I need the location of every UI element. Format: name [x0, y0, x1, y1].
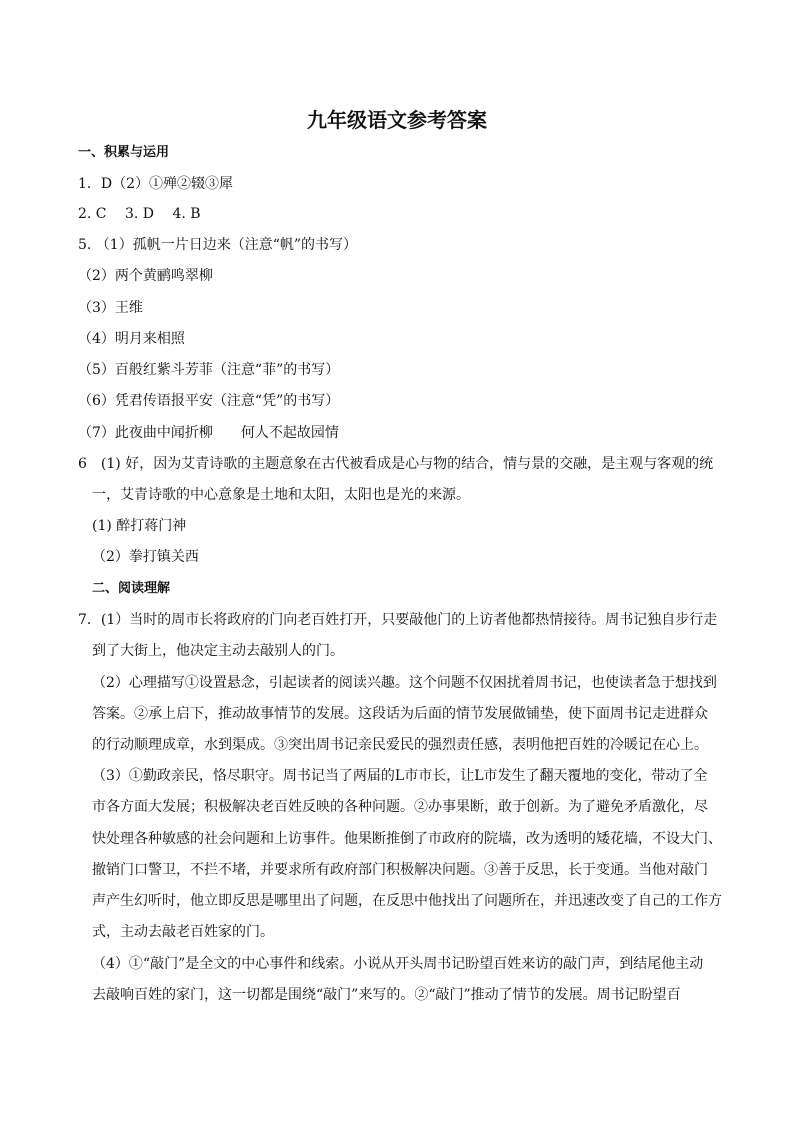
answer-q5-line6: （6）凭君传语报平安（注意“凭”的书写）: [78, 393, 340, 409]
answer-q5-line4: （4）明月来相照: [78, 331, 185, 347]
answer-q7-line8: 快处理各种敏感的社会问题和上访事件。他果断推倒了市政府的院墙，改为透明的矮花墙，不设大门、: [92, 831, 722, 847]
answer-q2-4: 2. C 3. D 4. B: [78, 206, 201, 222]
answer-q7-line2: 到了大街上，他决定主动去敲别人的门。: [92, 643, 344, 659]
section-heading-accumulation: 一、积累与运用: [78, 145, 170, 160]
answer-q6-line2: 一，艾青诗歌的中心意象是土地和太阳，太阳也是光的来源。: [92, 487, 470, 503]
answer-q7-line7: 市各方面大发展；积极解决老百姓反映的各种问题。②办事果断，敢于创新。为了避免矛盾激化，尽: [92, 799, 708, 815]
answer-q7-line10: 声产生幻听时，他立即反思是哪里出了问题，在反思中他找出了问题所在，并迅速改变了自己的工作方: [92, 893, 722, 909]
answer-q5-line1: 5. （1）孤帆一片日边来（注意“帆”的书写）: [78, 237, 358, 253]
answer-q6-line4: （2）拳打镇关西: [92, 549, 199, 565]
answer-q7-line4: 答案。②承上启下，推动故事情节的发展。这段话为后面的情节发展做铺垫，使下面周书记走进群众: [92, 706, 708, 722]
answer-q5-line2: （2）两个黄鹂鸣翠柳: [78, 268, 213, 284]
answer-q6-line1: 6 (1) 好，因为艾青诗歌的主题意象在古代被看成是心与物的结合，情与景的交融，是主观与客观的统: [78, 456, 714, 472]
answer-q1: 1．D（2）①殚②辍③犀: [78, 176, 234, 192]
answer-q7-line13: 去敲响百姓的家门，这一切都是围绕“敲门”来写的。②“敲门”推动了情节的发展。周书记盼望百: [92, 987, 681, 1003]
answer-q7-line9: 撤销门口警卫，不拦不堵，并要求所有政府部门积极解决问题。③善于反思，长于变通。当他对敲门: [92, 862, 708, 878]
answer-q7-line12: （4）①“敲门”是全文的中心事件和线索。小说从开头周书记盼望百姓来访的敲门声，到结尾他主动: [92, 956, 704, 972]
answer-q5-line3: （3）王维: [78, 300, 143, 316]
answer-q7-line3: （2）心理描写①设置悬念，引起读者的阅读兴趣。这个问题不仅困扰着周书记，也使读者急于想找到: [92, 675, 717, 691]
answer-q7-line6: （3）①勤政亲民，恪尽职守。周书记当了两届的L市市长，让L市发生了翻天覆地的变化，带动了全: [92, 768, 708, 784]
answer-q5-line7: （7）此夜曲中闻折柳 何人不起故园情: [78, 425, 339, 441]
answer-q6-line3: (1) 醉打蒋门神: [92, 518, 187, 534]
answer-q7-line5: 的行动顺理成章，水到渠成。③突出周书记亲民爱民的强烈责任感，表明他把百姓的冷暖记在心上。: [92, 737, 708, 753]
page-title: 九年级语文参考答案: [307, 108, 487, 132]
answer-q5-line5: （5）百般红紫斗芳菲（注意“菲”的书写）: [78, 362, 340, 378]
answer-q7-line11: 式，主动去敲老百姓家的门。: [92, 924, 274, 940]
section-heading-reading: 二、阅读理解: [92, 581, 171, 596]
answer-q7-line1: 7．(1）当时的周市长将政府的门向老百姓打开，只要敲他门的上访者他都热情接待。周书记独自步行走: [78, 612, 718, 628]
